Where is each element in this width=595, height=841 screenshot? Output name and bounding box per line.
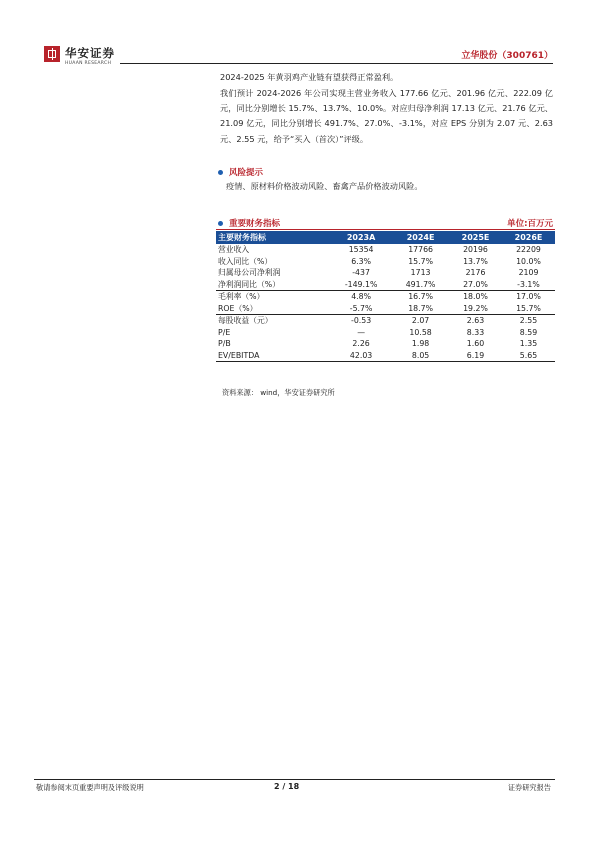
disclaimer-note: 敬请参阅末页重要声明及评级说明 — [36, 783, 144, 792]
table-cell: 18.7% — [392, 303, 449, 315]
table-cell: 17.0% — [516, 292, 541, 302]
table-row — [216, 291, 555, 303]
report-type: 证券研究报告 — [507, 783, 551, 792]
table-cell: 2176 — [465, 268, 486, 278]
row-label: 毛利率（%） — [218, 292, 265, 302]
risk-text: 疫情、原材料价格波动风险、畜禽产品价格波动风险。 — [226, 181, 423, 191]
footer-divider — [34, 779, 555, 780]
brand-name: 华安证券 — [65, 46, 115, 60]
row-label: EV/EBITDA — [216, 350, 330, 362]
bullet-icon — [218, 170, 223, 175]
table-cell: -5.7% — [330, 303, 392, 315]
header-divider — [120, 63, 553, 64]
table-cell: 2109 — [518, 268, 539, 278]
table-cell: 8.33 — [466, 327, 485, 337]
page-number: 2 / 18 — [274, 782, 300, 791]
table-cell: 2.55 — [519, 316, 538, 326]
table-cell: 1.60 — [466, 339, 485, 349]
row-label: ROE（%） — [216, 303, 330, 315]
table-cell: 4.8% — [351, 292, 371, 302]
table-cell: 6.3% — [351, 256, 371, 266]
financials-section-title — [218, 217, 280, 229]
page-header — [44, 46, 553, 70]
financials-divider — [216, 229, 555, 230]
table-cell: -0.53 — [351, 316, 372, 326]
row-label: 收入同比（%） — [218, 256, 273, 266]
brand-name-en: HUAAN RESEARCH — [65, 61, 112, 66]
row-label: P/E — [218, 327, 231, 337]
table-header-cell: 主要财务指标 — [216, 231, 330, 244]
row-label: 每股收益（元） — [218, 316, 273, 326]
table-cell: 18.0% — [463, 292, 488, 302]
financials-title-text: 重要财务指标 — [229, 219, 281, 229]
table-cell: 1713 — [410, 268, 431, 278]
table-row — [216, 338, 555, 350]
huaan-logo-icon — [44, 46, 60, 62]
table-cell: 2.07 — [411, 316, 430, 326]
table-cell: 15.7% — [408, 256, 433, 266]
row-label: 营业收入 — [218, 245, 250, 255]
table-row — [216, 267, 555, 279]
bullet-icon — [218, 221, 223, 226]
table-cell: 42.03 — [330, 350, 392, 362]
risk-section-title — [218, 166, 263, 178]
table-cell: 16.7% — [408, 292, 433, 302]
financials-table — [216, 231, 555, 362]
table-cell: — — [357, 327, 365, 337]
row-label: 归属母公司净利润 — [218, 268, 281, 278]
table-cell: 27.0% — [449, 279, 502, 291]
table-cell: 13.7% — [463, 256, 488, 266]
table-cell: 20196 — [463, 245, 488, 255]
table-header-cell: 2024E — [392, 231, 449, 244]
table-header-cell: 2025E — [449, 231, 502, 244]
table-cell: 10.58 — [409, 327, 432, 337]
table-cell: -3.1% — [502, 279, 555, 291]
company-name: 立华股份（300761） — [461, 51, 553, 61]
table-cell: 17766 — [408, 245, 433, 255]
table-cell: 2.26 — [352, 339, 370, 349]
table-cell: 1.98 — [411, 339, 430, 349]
table-cell: 8.59 — [519, 327, 538, 337]
row-label: P/B — [218, 339, 231, 349]
table-row — [216, 279, 555, 291]
table-row — [216, 256, 555, 268]
table-cell: 2.63 — [466, 316, 485, 326]
row-label: 净利润同比（%） — [216, 279, 330, 291]
table-cell: 5.65 — [502, 350, 555, 362]
table-cell: -437 — [352, 268, 370, 278]
data-source-note: 资料来源： wind，华安证券研究所 — [222, 388, 335, 397]
table-cell: 15354 — [348, 245, 374, 255]
table-cell: 491.7% — [392, 279, 449, 291]
table-header-row — [216, 231, 555, 244]
table-cell: -149.1% — [330, 279, 392, 291]
table-cell: 15.7% — [502, 303, 555, 315]
table-header-cell: 2026E — [502, 231, 555, 244]
table-row — [216, 303, 555, 315]
table-cell: 1.35 — [519, 339, 538, 349]
table-cell: 6.19 — [449, 350, 502, 362]
table-header-cell: 2023A — [330, 231, 392, 244]
table-cell: 10.0% — [516, 256, 541, 266]
table-row — [216, 244, 555, 256]
table-row — [216, 350, 555, 362]
table-row — [216, 327, 555, 339]
table-cell: 19.2% — [449, 303, 502, 315]
risk-title-text: 风险提示 — [229, 168, 264, 178]
table-cell: 8.05 — [392, 350, 449, 362]
financials-unit: 单位:百万元 — [507, 219, 553, 229]
paragraph-outlook: 2024-2025 年黄羽鸡产业链有望获得正常盈利。 — [220, 72, 399, 82]
table-cell: 22209 — [516, 245, 541, 255]
table-row — [216, 315, 555, 327]
paragraph-forecast: 我们预计 2024-2026 年公司实现主营业务收入 177.66 亿元、201.96 亿元、222.09 亿元，同比分别增长 15.7%、13.7%、10.0%。对应归母净利润 17.13 亿元、21.76 亿元、21.09 亿元，同比分别增长 491.7%、27.0%、-3.1%，对应 EPS 分别为 2.07 元、2.63 元、2.55 元，给予“买入（首次）”评级。 — [220, 88, 553, 144]
